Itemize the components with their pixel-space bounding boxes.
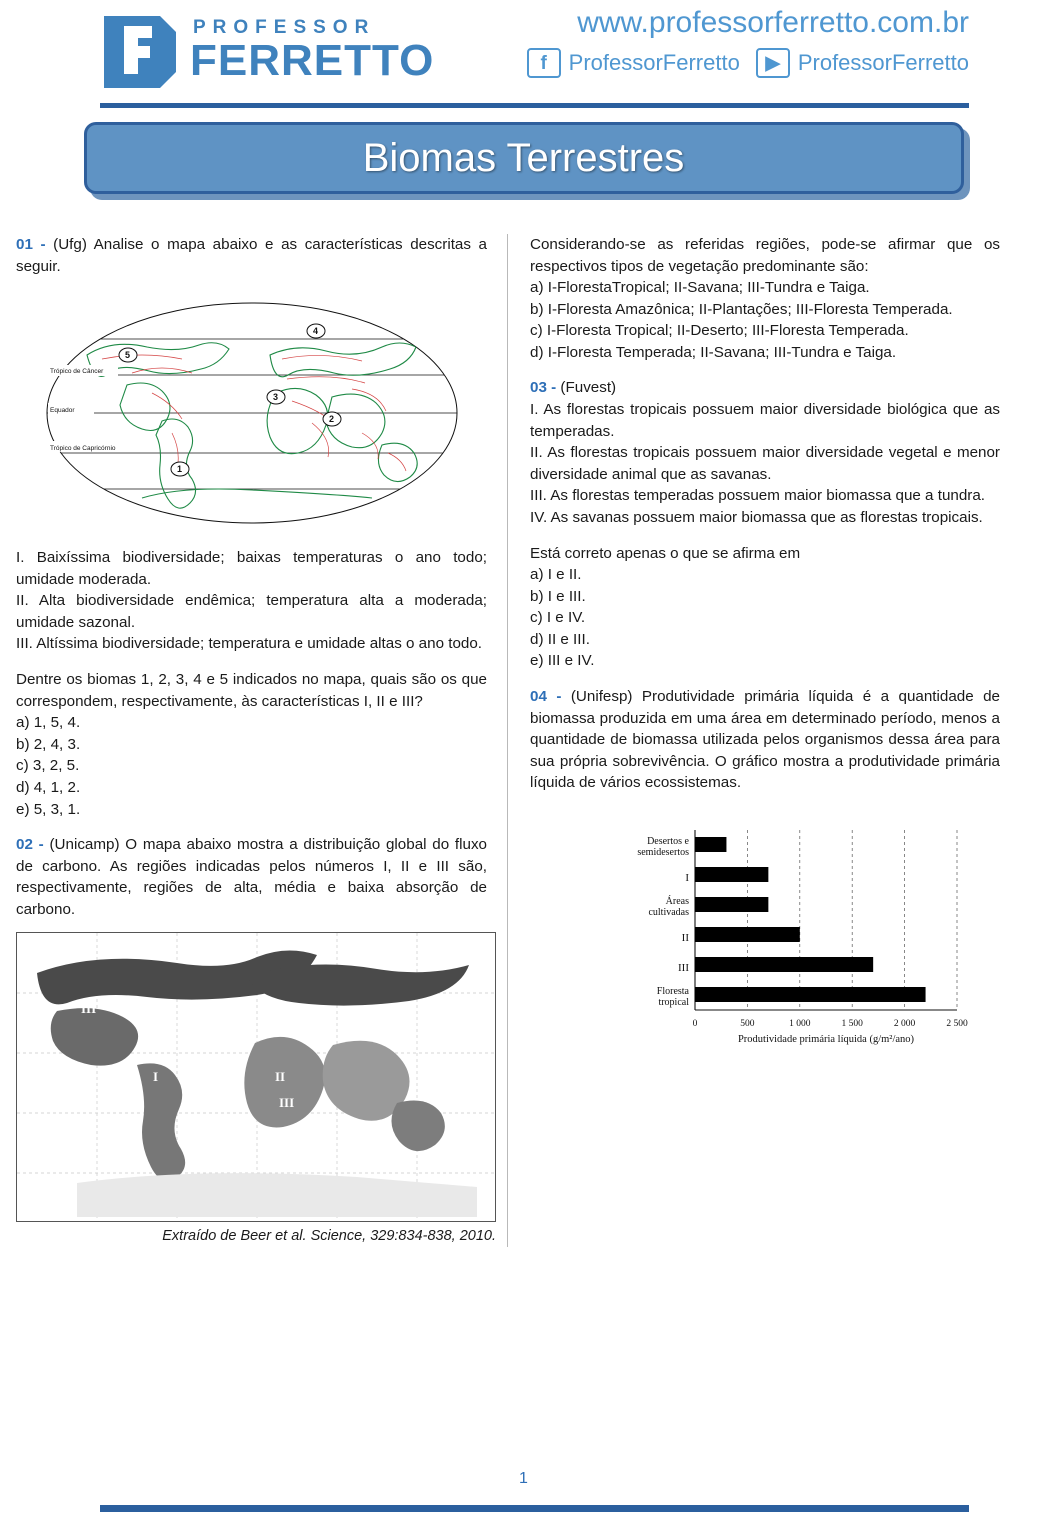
question-4-text: (Unifesp) Produtividade primária líquida é a quantidade de biomassa produzida em uma área em determinado período, menos a quantidade de biomassa utilizada pelos organismos dessa área para sua própria sobrevivência. O gráfico mostra a produtividade primária líquida de vários ecossistemas. bbox=[530, 687, 1000, 792]
facebook-link[interactable] bbox=[527, 48, 740, 78]
bar-1 bbox=[695, 867, 768, 882]
question-1-option-a[interactable]: a) 1, 5, 4. bbox=[16, 714, 81, 732]
x-axis-label: Produtividade primária líquida (g/m²/ano) bbox=[737, 1033, 915, 1045]
question-3-item-III: III. As florestas temperadas possuem maior biomassa que a tundra. bbox=[530, 487, 986, 505]
question-3-statement bbox=[530, 377, 1000, 399]
spacer bbox=[16, 655, 487, 669]
x-tick-1: 500 bbox=[740, 1018, 755, 1029]
facebook-icon: f bbox=[527, 48, 561, 78]
cat-label-4: III bbox=[678, 961, 689, 974]
content-columns bbox=[0, 234, 1047, 1247]
question-1-option-b[interactable]: b) 2, 4, 3. bbox=[16, 735, 81, 753]
question-3-item-I: I. As florestas tropicais possuem maior diversidade biológica que as temperadas. bbox=[530, 401, 1000, 440]
question-3-option-e[interactable]: e) III e IV. bbox=[530, 652, 595, 670]
question-1-desc-III: III. Altíssima biodiversidade; temperatura e umidade altas o ano todo. bbox=[16, 635, 483, 653]
question-2-number: 02 bbox=[16, 836, 33, 854]
x-tick-0: 0 bbox=[692, 1018, 698, 1029]
question-3-prompt: Está correto apenas o que se afirma em bbox=[530, 544, 801, 562]
map-point-5: 5 bbox=[124, 350, 130, 361]
cat-label-3: II bbox=[681, 931, 689, 944]
cat-label-0: Desertos e bbox=[647, 835, 689, 847]
map-point-2: 2 bbox=[328, 414, 334, 425]
question-2-continuation: Considerando-se as referidas regiões, pode-se afirmar que os respectivos tipos de vegetação predominante são: bbox=[530, 236, 1000, 275]
carbon-map-label-iii-right: III bbox=[395, 1001, 411, 1017]
logo-ferretto-text: FERRETTO bbox=[190, 35, 435, 85]
question-4-number: 04 bbox=[530, 687, 547, 705]
carbon-map-label-ii-mid: II bbox=[275, 1069, 286, 1085]
bar-0 bbox=[695, 837, 726, 852]
map-point-3: 3 bbox=[272, 392, 278, 403]
question-2-option-b[interactable]: b) I-Floresta Amazônica; II-Plantações; III-Floresta Temperada. bbox=[530, 300, 953, 318]
question-3-dash: - bbox=[546, 379, 561, 397]
x-tick-2: 1 000 bbox=[789, 1018, 811, 1029]
youtube-icon: ▶ bbox=[756, 48, 790, 78]
youtube-label: ProfessorFerretto bbox=[797, 50, 969, 75]
question-3-option-c[interactable]: c) I e IV. bbox=[530, 609, 586, 627]
label-tropico-cancer: Trópico de Câncer bbox=[49, 368, 103, 376]
bar-2 bbox=[695, 897, 768, 912]
brand-logo bbox=[100, 12, 434, 88]
label-equador: Equador bbox=[49, 407, 75, 415]
spacer bbox=[530, 363, 1000, 377]
question-3-number: 03 bbox=[530, 379, 547, 397]
carbon-map-label-ii-left: II bbox=[183, 1091, 194, 1107]
question-3-source: (Fuvest) bbox=[560, 379, 617, 397]
carbon-map-label-iii-mid: III bbox=[279, 1095, 295, 1111]
question-1-prompt: Dentre os biomas 1, 2, 3, 4 e 5 indicados no mapa, quais são os que correspondem, respectivamente, às características I, II e III? bbox=[16, 671, 487, 710]
question-4-statement bbox=[530, 686, 1000, 794]
site-url[interactable]: www.professorferretto.com.br bbox=[577, 6, 969, 39]
footer-divider bbox=[100, 1505, 969, 1512]
spacer bbox=[16, 820, 487, 834]
question-3-option-d[interactable]: d) II e III. bbox=[530, 630, 590, 648]
page-title-text: Biomas Terrestres bbox=[362, 135, 685, 180]
question-2-option-c[interactable]: c) I-Floresta Tropical; II-Deserto; III-Floresta Temperada. bbox=[530, 322, 909, 340]
bar-5 bbox=[695, 987, 926, 1002]
figure-world-biomes-map bbox=[32, 293, 472, 533]
question-1-statement bbox=[16, 234, 487, 277]
map-point-4: 4 bbox=[312, 326, 318, 337]
cat-label-1: I bbox=[685, 871, 689, 884]
label-tropico-capricornio: Trópico de Capricórnio bbox=[49, 445, 116, 453]
figure-carbon-flux-map bbox=[16, 932, 496, 1222]
page-header bbox=[0, 0, 1047, 108]
figure-carbon-flux-source: Extraído de Beer et al. Science, 329:834-838, 2010. bbox=[162, 1228, 496, 1245]
x-tick-5: 2 500 bbox=[946, 1018, 968, 1029]
question-1-number: 01 bbox=[16, 236, 33, 253]
page-number: 1 bbox=[519, 1470, 528, 1487]
facebook-label: ProfessorFerretto bbox=[568, 50, 740, 75]
npp-chart-svg bbox=[545, 816, 985, 1076]
question-1-text: (Ufg) Analise o mapa abaixo e as características descritas a seguir. bbox=[16, 236, 488, 275]
header-divider bbox=[100, 103, 969, 108]
right-column bbox=[508, 234, 1008, 1247]
bar-3 bbox=[695, 927, 800, 942]
logo-professor-text: PROFESSOR bbox=[193, 16, 376, 38]
x-tick-3: 1 500 bbox=[841, 1018, 863, 1029]
question-4-dash: - bbox=[546, 687, 571, 705]
question-2-text: (Unicamp) O mapa abaixo mostra a distribuição global do fluxo de carbono. As regiões indicadas pelos números I, II e III são, respectivamente, regiões de alta, média e baixa absorção de carbono. bbox=[16, 836, 487, 918]
page-title bbox=[84, 122, 964, 194]
spacer bbox=[530, 672, 1000, 686]
question-2-dash: - bbox=[32, 836, 50, 854]
question-1-desc-I: I. Baixíssima biodiversidade; baixas temperaturas o ano todo; umidade moderada. bbox=[16, 549, 487, 588]
svg-text:tropical: tropical bbox=[658, 996, 689, 1008]
question-3-option-a[interactable]: a) I e II. bbox=[530, 566, 582, 584]
question-2-statement bbox=[16, 834, 487, 920]
carbon-map-label-i: I bbox=[153, 1069, 159, 1085]
left-column bbox=[8, 234, 508, 1247]
cat-label-2: Áreas bbox=[665, 895, 689, 907]
question-1-option-e[interactable]: e) 5, 3, 1. bbox=[16, 800, 81, 818]
x-tick-4: 2 000 bbox=[893, 1018, 916, 1029]
carbon-map-label-iii-left: III bbox=[81, 1001, 97, 1017]
question-1-desc-II: II. Alta biodiversidade endêmica; temperatura alta a moderada; umidade sazonal. bbox=[16, 592, 487, 631]
svg-text:semidesertos: semidesertos bbox=[637, 846, 689, 858]
bar-4 bbox=[695, 957, 873, 972]
cat-label-5: Floresta bbox=[656, 985, 689, 997]
ferretto-logo-icon bbox=[100, 12, 176, 88]
title-banner-wrapper bbox=[84, 122, 964, 200]
question-1-option-d[interactable]: d) 4, 1, 2. bbox=[16, 778, 81, 796]
question-3-option-b[interactable]: b) I e III. bbox=[530, 587, 586, 605]
question-1-dash: - bbox=[32, 236, 54, 253]
map-point-1: 1 bbox=[176, 464, 182, 475]
social-links bbox=[527, 48, 969, 78]
youtube-link[interactable] bbox=[756, 48, 969, 78]
figure-npp-bar-chart bbox=[545, 816, 985, 1076]
site-info bbox=[527, 6, 969, 78]
question-3-item-IV: IV. As savanas possuem maior biomassa que as florestas tropicais. bbox=[530, 508, 983, 526]
question-2-option-d[interactable]: d) I-Floresta Temperada; II-Savana; III-Tundra e Taiga. bbox=[530, 343, 897, 361]
question-3-item-II: II. As florestas tropicais possuem maior diversidade vegetal e menor diversidade animal que as savanas. bbox=[530, 444, 1000, 483]
spacer bbox=[530, 529, 1000, 543]
question-2-option-a[interactable]: a) I-FlorestaTropical; II-Savana; III-Tundra e Taiga. bbox=[530, 279, 870, 297]
svg-text:cultivadas: cultivadas bbox=[648, 906, 689, 918]
question-1-option-c[interactable]: c) 3, 2, 5. bbox=[16, 757, 80, 775]
